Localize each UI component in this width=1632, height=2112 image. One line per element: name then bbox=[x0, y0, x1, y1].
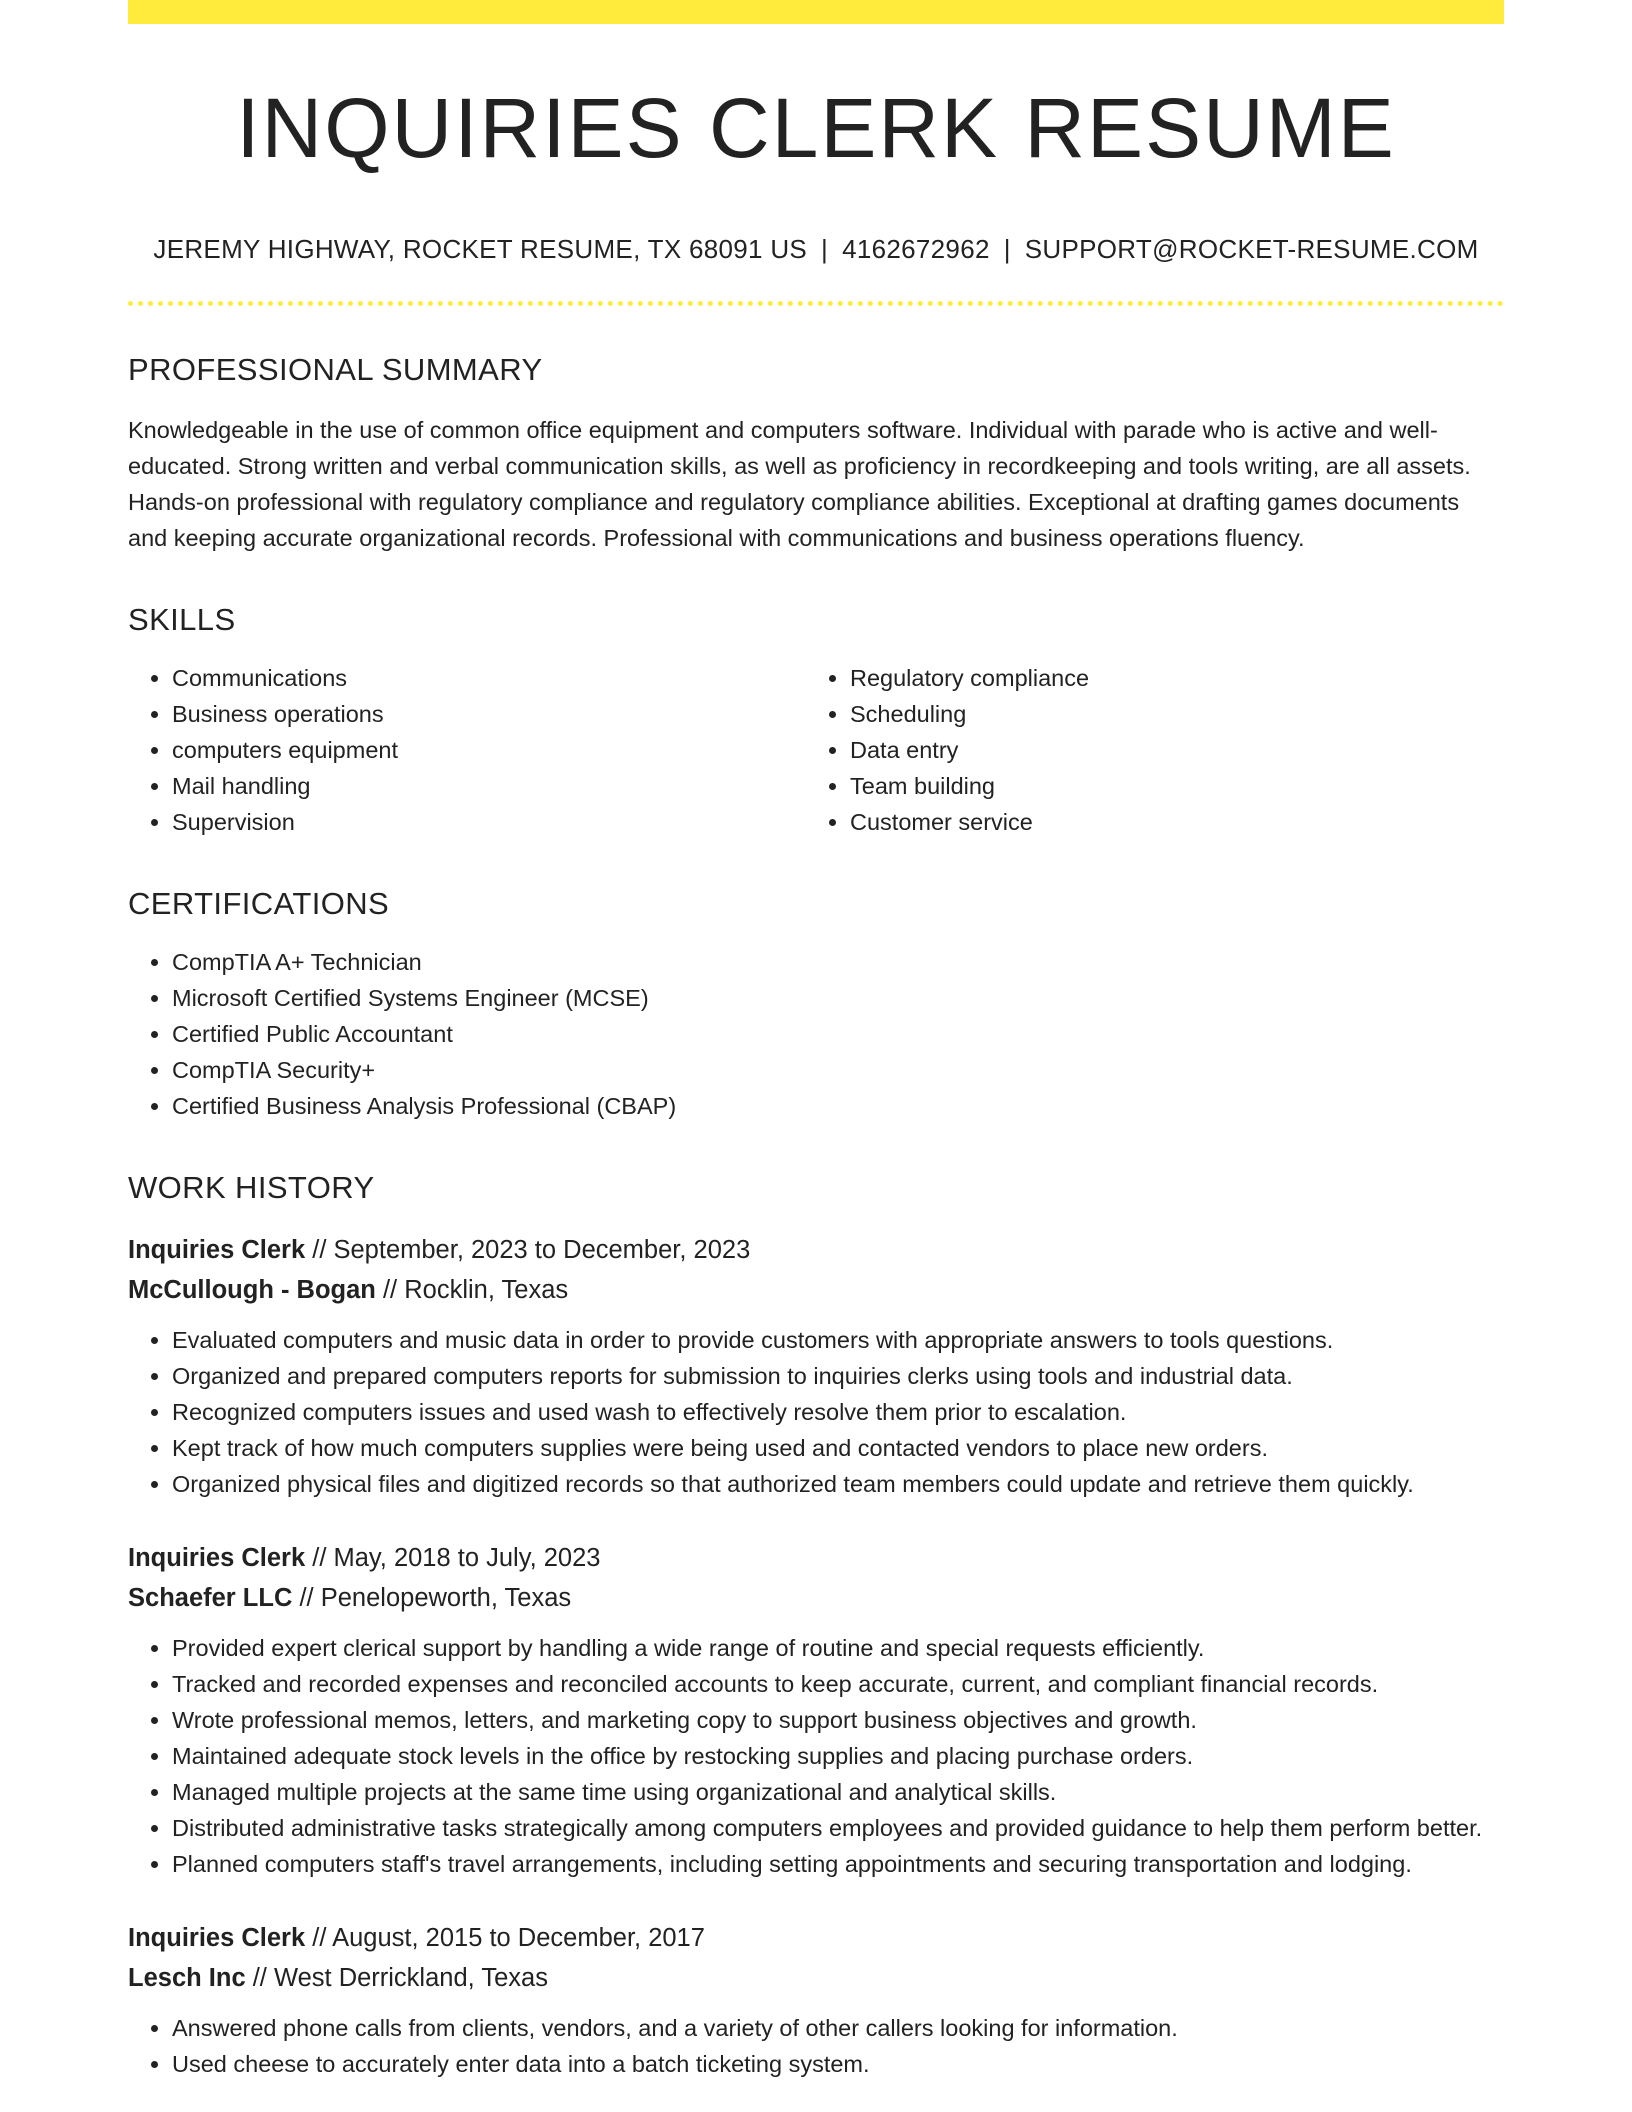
certification-item: • Microsoft Certified Systems Engineer (MCSE) bbox=[172, 980, 1504, 1016]
skill-item: • Mail handling bbox=[172, 768, 806, 804]
section-heading-summary: PROFESSIONAL SUMMARY bbox=[128, 352, 543, 388]
dotted-divider bbox=[128, 301, 1504, 306]
job-bullet: • Recognized computers issues and used wash to effectively resolve them prior to escalation. bbox=[172, 1394, 1504, 1430]
job-bullet: • Kept track of how much computers supplies were being used and contacted vendors to place new orders. bbox=[172, 1430, 1504, 1466]
skill-item: • Data entry bbox=[850, 732, 1484, 768]
certification-item: • Certified Business Analysis Professional (CBAP) bbox=[172, 1088, 1504, 1124]
job-bullet: • Answered phone calls from clients, vendors, and a variety of other callers looking for information. bbox=[172, 2010, 1504, 2046]
skill-item: • Supervision bbox=[172, 804, 806, 840]
certification-item: • Certified Public Accountant bbox=[172, 1016, 1504, 1052]
job-dates: // September, 2023 to December, 2023 bbox=[305, 1236, 751, 1265]
resume-title: INQUIRIES CLERK RESUME bbox=[236, 81, 1396, 175]
skill-item: • Business operations bbox=[172, 696, 806, 732]
job-location: // West Derrickland, Texas bbox=[245, 1964, 548, 1993]
job-location: // Penelopeworth, Texas bbox=[292, 1584, 572, 1613]
job-bullet: • Organized physical files and digitized records so that authorized team members could update and retrieve them quickly. bbox=[172, 1466, 1504, 1502]
job-company-line bbox=[128, 1578, 1504, 1618]
contact-phone: 4162672962 bbox=[842, 234, 990, 265]
job-company-line bbox=[128, 1958, 1504, 1998]
job-bullets bbox=[128, 1322, 1504, 1502]
job-company: McCullough - Bogan bbox=[128, 1276, 376, 1305]
job-title: Inquiries Clerk bbox=[128, 1924, 306, 1953]
summary-text: Knowledgeable in the use of common office equipment and computers software. Individual with parade who is active and well-educated. Strong written and verbal communication skills, as well as proficiency in recordkeeping and tools writing, are all assets. Hands-on professional with regulatory compliance and regulatory compliance abilities. Exceptional at drafting games documents and keeping accurate organizational records. Professional with communications and business operations fluency. bbox=[128, 417, 1471, 552]
job-bullets bbox=[128, 1630, 1504, 1882]
skill-item: • Team building bbox=[850, 768, 1484, 804]
contact-address: JEREMY HIGHWAY, ROCKET RESUME, TX 68091 US bbox=[153, 234, 808, 265]
job-company: Schaefer LLC bbox=[128, 1584, 293, 1613]
skills-column-right bbox=[806, 660, 1484, 840]
job-bullet: • Distributed administrative tasks strategically among computers employees and provided guidance to help them perform better. bbox=[172, 1810, 1504, 1846]
resume-content bbox=[128, 0, 1504, 2082]
job-bullet: • Used cheese to accurately enter data into a batch ticketing system. bbox=[172, 2046, 1504, 2082]
certification-item: • CompTIA A+ Technician bbox=[172, 944, 1504, 980]
job-entry bbox=[128, 1230, 1504, 1502]
job-dates: // August, 2015 to December, 2017 bbox=[305, 1924, 705, 1953]
certifications-list bbox=[128, 944, 1504, 1124]
job-bullet: • Tracked and recorded expenses and reconciled accounts to keep accurate, current, and compliant financial records. bbox=[172, 1666, 1504, 1702]
job-bullet: • Wrote professional memos, letters, and marketing copy to support business objectives and growth. bbox=[172, 1702, 1504, 1738]
job-company: Lesch Inc bbox=[128, 1964, 246, 1993]
job-title: Inquiries Clerk bbox=[128, 1236, 306, 1265]
skill-item: • Regulatory compliance bbox=[850, 660, 1484, 696]
skills-list-right bbox=[806, 660, 1484, 840]
job-entry bbox=[128, 1918, 1504, 2082]
job-company-line bbox=[128, 1270, 1504, 1310]
section-heading-skills: SKILLS bbox=[128, 602, 236, 638]
job-title-line bbox=[128, 1538, 1504, 1578]
accent-top-bar bbox=[128, 0, 1504, 24]
skill-item: • Scheduling bbox=[850, 696, 1484, 732]
job-bullet: • Planned computers staff's travel arrangements, including setting appointments and securing transportation and lodging. bbox=[172, 1846, 1504, 1882]
skills-column-left bbox=[128, 660, 806, 840]
job-bullet: • Maintained adequate stock levels in the office by restocking supplies and placing purchase orders. bbox=[172, 1738, 1504, 1774]
skills-grid bbox=[128, 660, 1504, 840]
job-bullet: • Organized and prepared computers reports for submission to inquiries clerks using tools and industrial data. bbox=[172, 1358, 1504, 1394]
job-bullet: • Evaluated computers and music data in order to provide customers with appropriate answers to tools questions. bbox=[172, 1322, 1504, 1358]
section-heading-certifications: CERTIFICATIONS bbox=[128, 886, 390, 922]
contact-separator: | bbox=[821, 234, 829, 265]
skill-item: • Customer service bbox=[850, 804, 1484, 840]
job-bullet: • Provided expert clerical support by handling a wide range of routine and special requests efficiently. bbox=[172, 1630, 1504, 1666]
skill-item: • computers equipment bbox=[172, 732, 806, 768]
contact-line bbox=[128, 234, 1504, 265]
contact-email: SUPPORT@ROCKET-RESUME.COM bbox=[1024, 234, 1479, 265]
contact-separator: | bbox=[1003, 234, 1011, 265]
section-heading-work-history: WORK HISTORY bbox=[128, 1170, 375, 1206]
job-title: Inquiries Clerk bbox=[128, 1544, 306, 1573]
job-title-line bbox=[128, 1230, 1504, 1270]
skills-list-left bbox=[128, 660, 806, 840]
job-title-line bbox=[128, 1918, 1504, 1958]
certification-item: • CompTIA Security+ bbox=[172, 1052, 1504, 1088]
job-dates: // May, 2018 to July, 2023 bbox=[305, 1544, 601, 1573]
job-bullet: • Managed multiple projects at the same time using organizational and analytical skills. bbox=[172, 1774, 1504, 1810]
skill-item: • Communications bbox=[172, 660, 806, 696]
job-location: // Rocklin, Texas bbox=[375, 1276, 569, 1305]
job-entry bbox=[128, 1538, 1504, 1882]
job-bullets bbox=[128, 2010, 1504, 2082]
